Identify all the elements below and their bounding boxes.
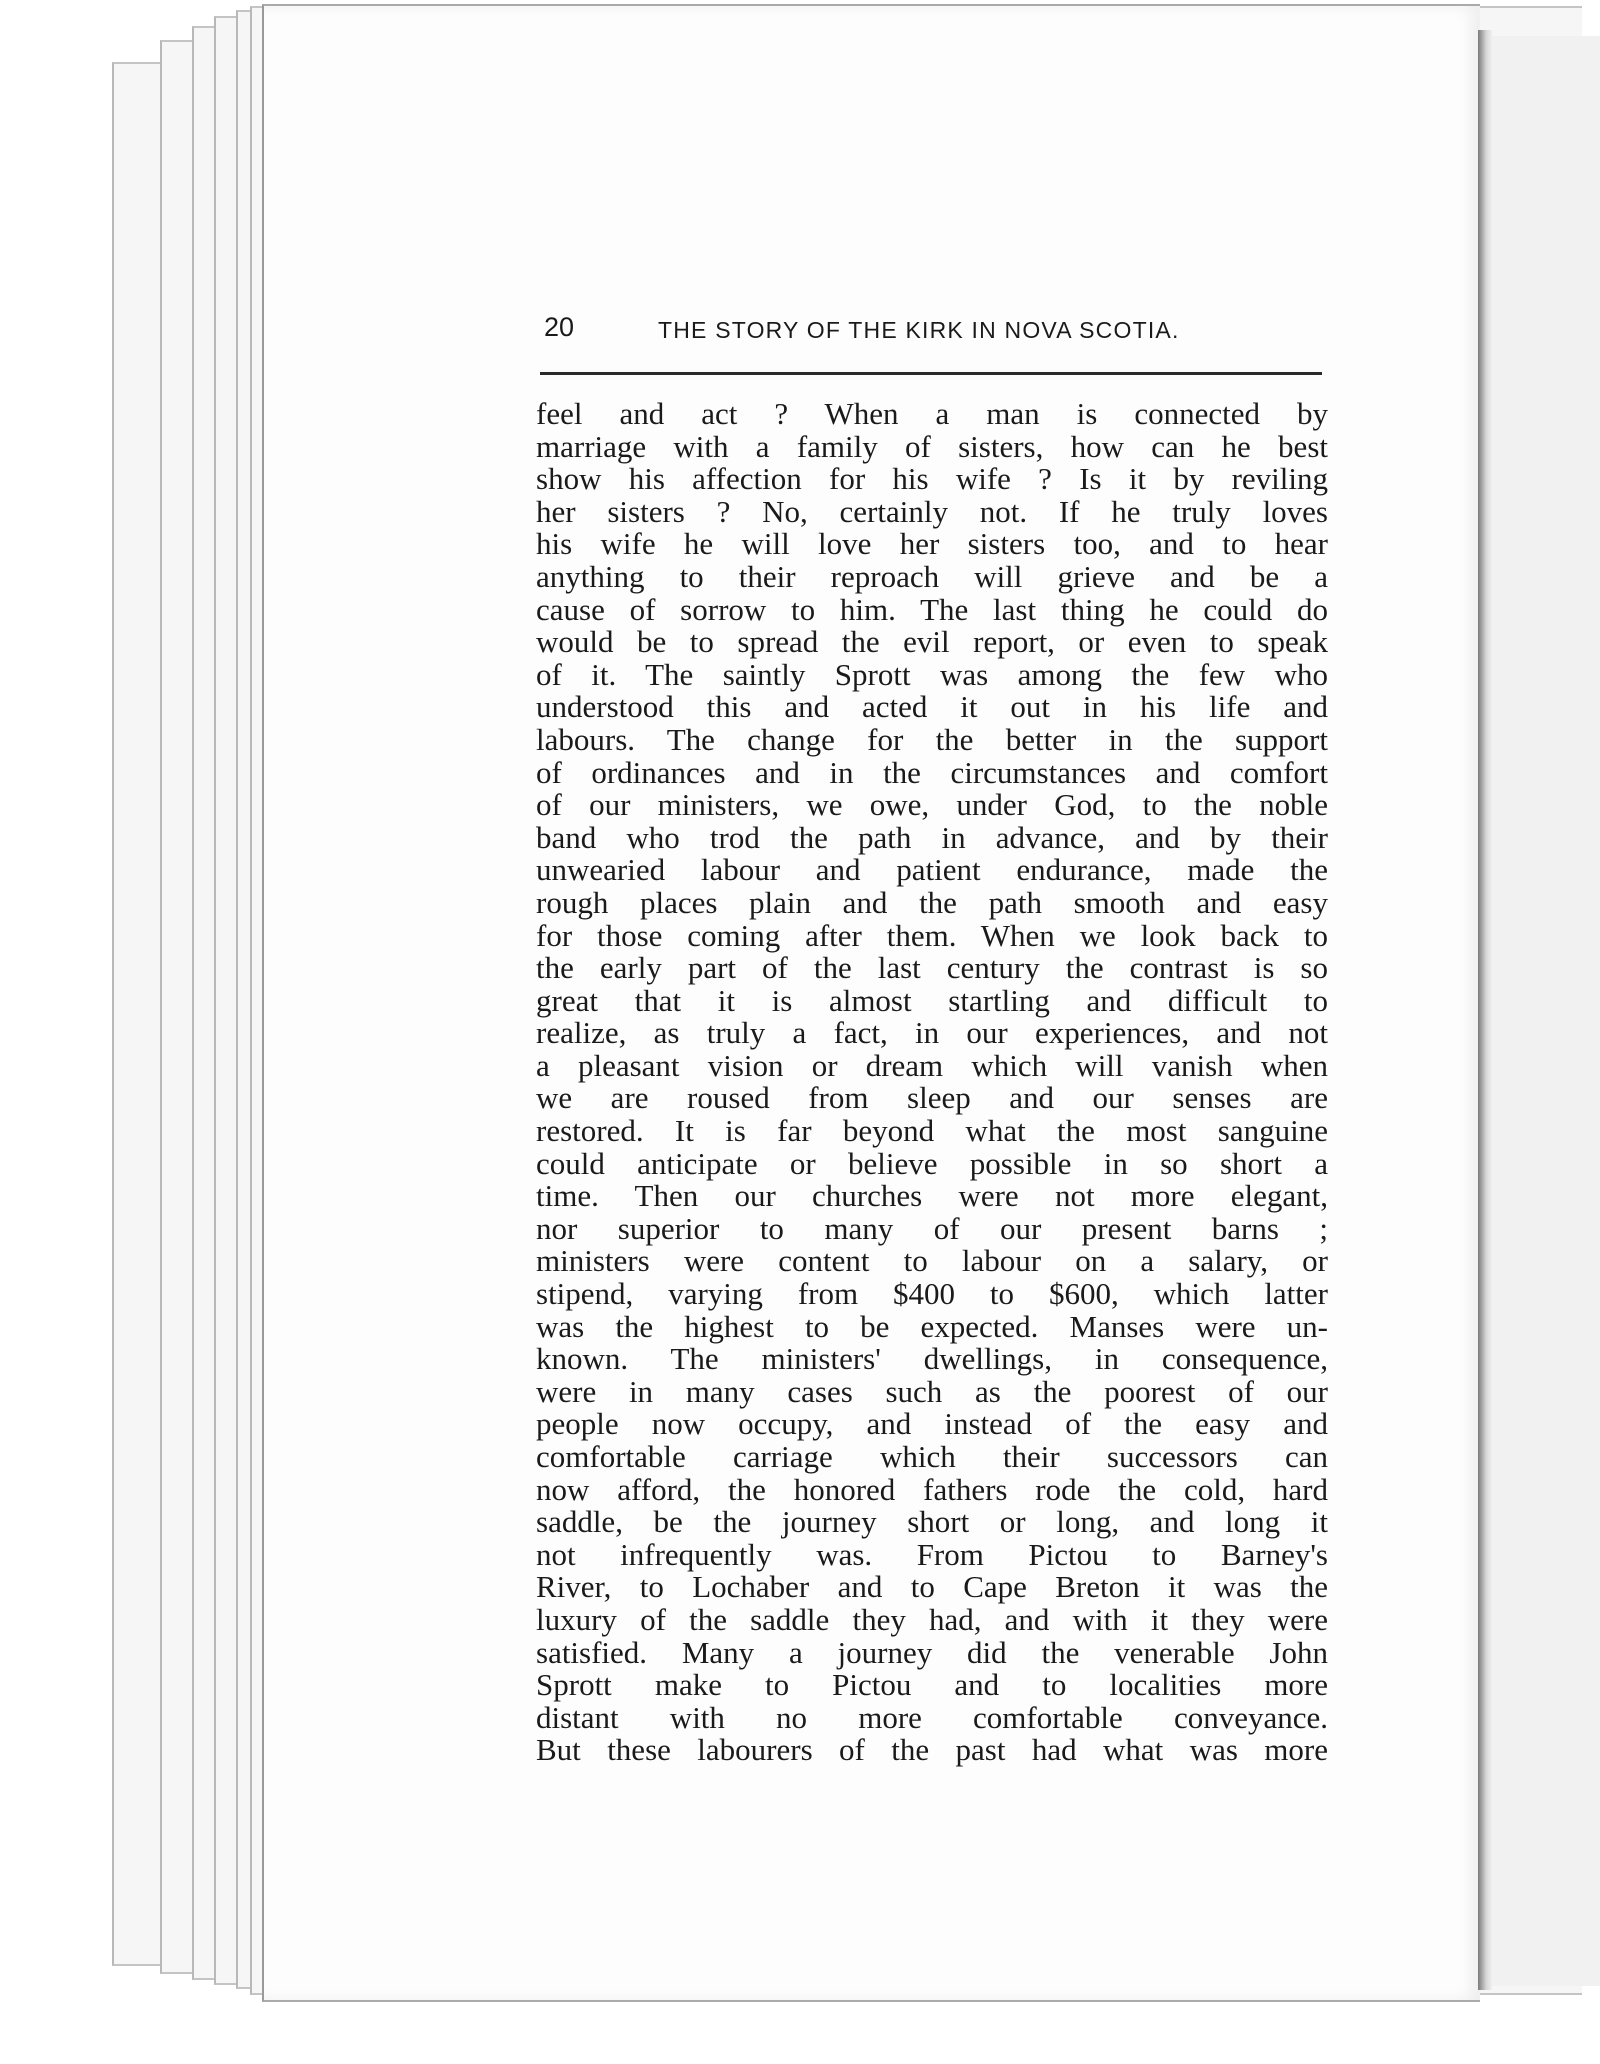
text-line: feel and act ? When a man is connected by <box>536 396 1328 431</box>
text-line: luxury of the saddle they had, and with it they were <box>536 1601 1328 1637</box>
text-line: could anticipate or believe possible in so short a <box>536 1145 1328 1181</box>
text-line: we are roused from sleep and our senses are <box>536 1080 1328 1116</box>
text-line: nor superior to many of our present barns ; <box>536 1210 1328 1246</box>
text-line: saddle, be the journey short or long, and long it <box>536 1504 1328 1540</box>
text-line: anything to their reproach will grieve and be a <box>536 558 1328 594</box>
text-line: distant with no more comfortable conveyance. <box>536 1699 1328 1735</box>
text-line: understood this and acted it out in his life and <box>536 689 1328 725</box>
text-line: of our ministers, we owe, under God, to the noble <box>536 787 1328 823</box>
page-header <box>544 312 1324 356</box>
text-line: Sprott make to Pictou and to localities more <box>536 1667 1328 1703</box>
text-line: not infrequently was. From Pictou to Barney's <box>536 1536 1328 1572</box>
text-line: comfortable carriage which their successors can <box>536 1439 1328 1474</box>
text-line: show his affection for his wife ? Is it by reviling <box>536 461 1328 497</box>
text-line: River, to Lochaber and to Cape Breton it was the <box>536 1569 1328 1605</box>
text-line: cause of sorrow to him. The last thing he could do <box>536 591 1328 627</box>
text-line: her sisters ? No, certainly not. If he truly loves <box>536 493 1328 529</box>
text-line: for those coming after them. When we look back to <box>536 917 1328 953</box>
text-line: realize, as truly a fact, in our experiences, and not <box>536 1015 1328 1051</box>
text-line: the early part of the last century the contrast is so <box>536 950 1328 986</box>
text-line: band who trod the path in advance, and by their <box>536 819 1328 855</box>
text-line: a pleasant vision or dream which will vanish when <box>536 1047 1328 1083</box>
text-line: would be to spread the evil report, or even to speak <box>536 624 1328 660</box>
header-rule <box>540 372 1322 375</box>
text-line: was the highest to be expected. Manses were un- <box>536 1308 1328 1344</box>
text-line: ministers were content to labour on a salary, or <box>536 1243 1328 1279</box>
text-line: of ordinances and in the circumstances and comfort <box>536 754 1328 790</box>
text-line: But these labourers of the past had what was more <box>536 1732 1328 1768</box>
running-head: THE STORY OF THE KIRK IN NOVA SCOTIA. <box>658 317 1180 343</box>
text-line: great that it is almost startling and difficult to <box>536 982 1328 1018</box>
book-gutter <box>1478 30 1492 1990</box>
text-line: rough places plain and the path smooth and easy <box>536 884 1328 920</box>
text-line: now afford, the honored fathers rode the cold, hard <box>536 1471 1328 1507</box>
text-line: were in many cases such as the poorest of our <box>536 1373 1328 1409</box>
text-line: satisfied. Many a journey did the venerable John <box>536 1634 1328 1670</box>
text-line: known. The ministers' dwellings, in consequence, <box>536 1341 1328 1377</box>
body-text <box>536 398 1328 1767</box>
facing-page-edge <box>1492 36 1600 1986</box>
text-line: his wife he will love her sisters too, and to hear <box>536 526 1328 562</box>
text-line: time. Then our churches were not more elegant, <box>536 1178 1328 1214</box>
text-line: of it. The saintly Sprott was among the few who <box>536 656 1328 692</box>
text-line: stipend, varying from $400 to $600, which latter <box>536 1276 1328 1312</box>
text-line: unwearied labour and patient endurance, made the <box>536 852 1328 888</box>
text-line: restored. It is far beyond what the most sanguine <box>536 1113 1328 1149</box>
page-number: 20 <box>544 312 575 342</box>
text-line: marriage with a family of sisters, how can he best <box>536 428 1328 464</box>
text-line: people now occupy, and instead of the easy and <box>536 1406 1328 1442</box>
text-line: labours. The change for the better in the support <box>536 721 1328 757</box>
